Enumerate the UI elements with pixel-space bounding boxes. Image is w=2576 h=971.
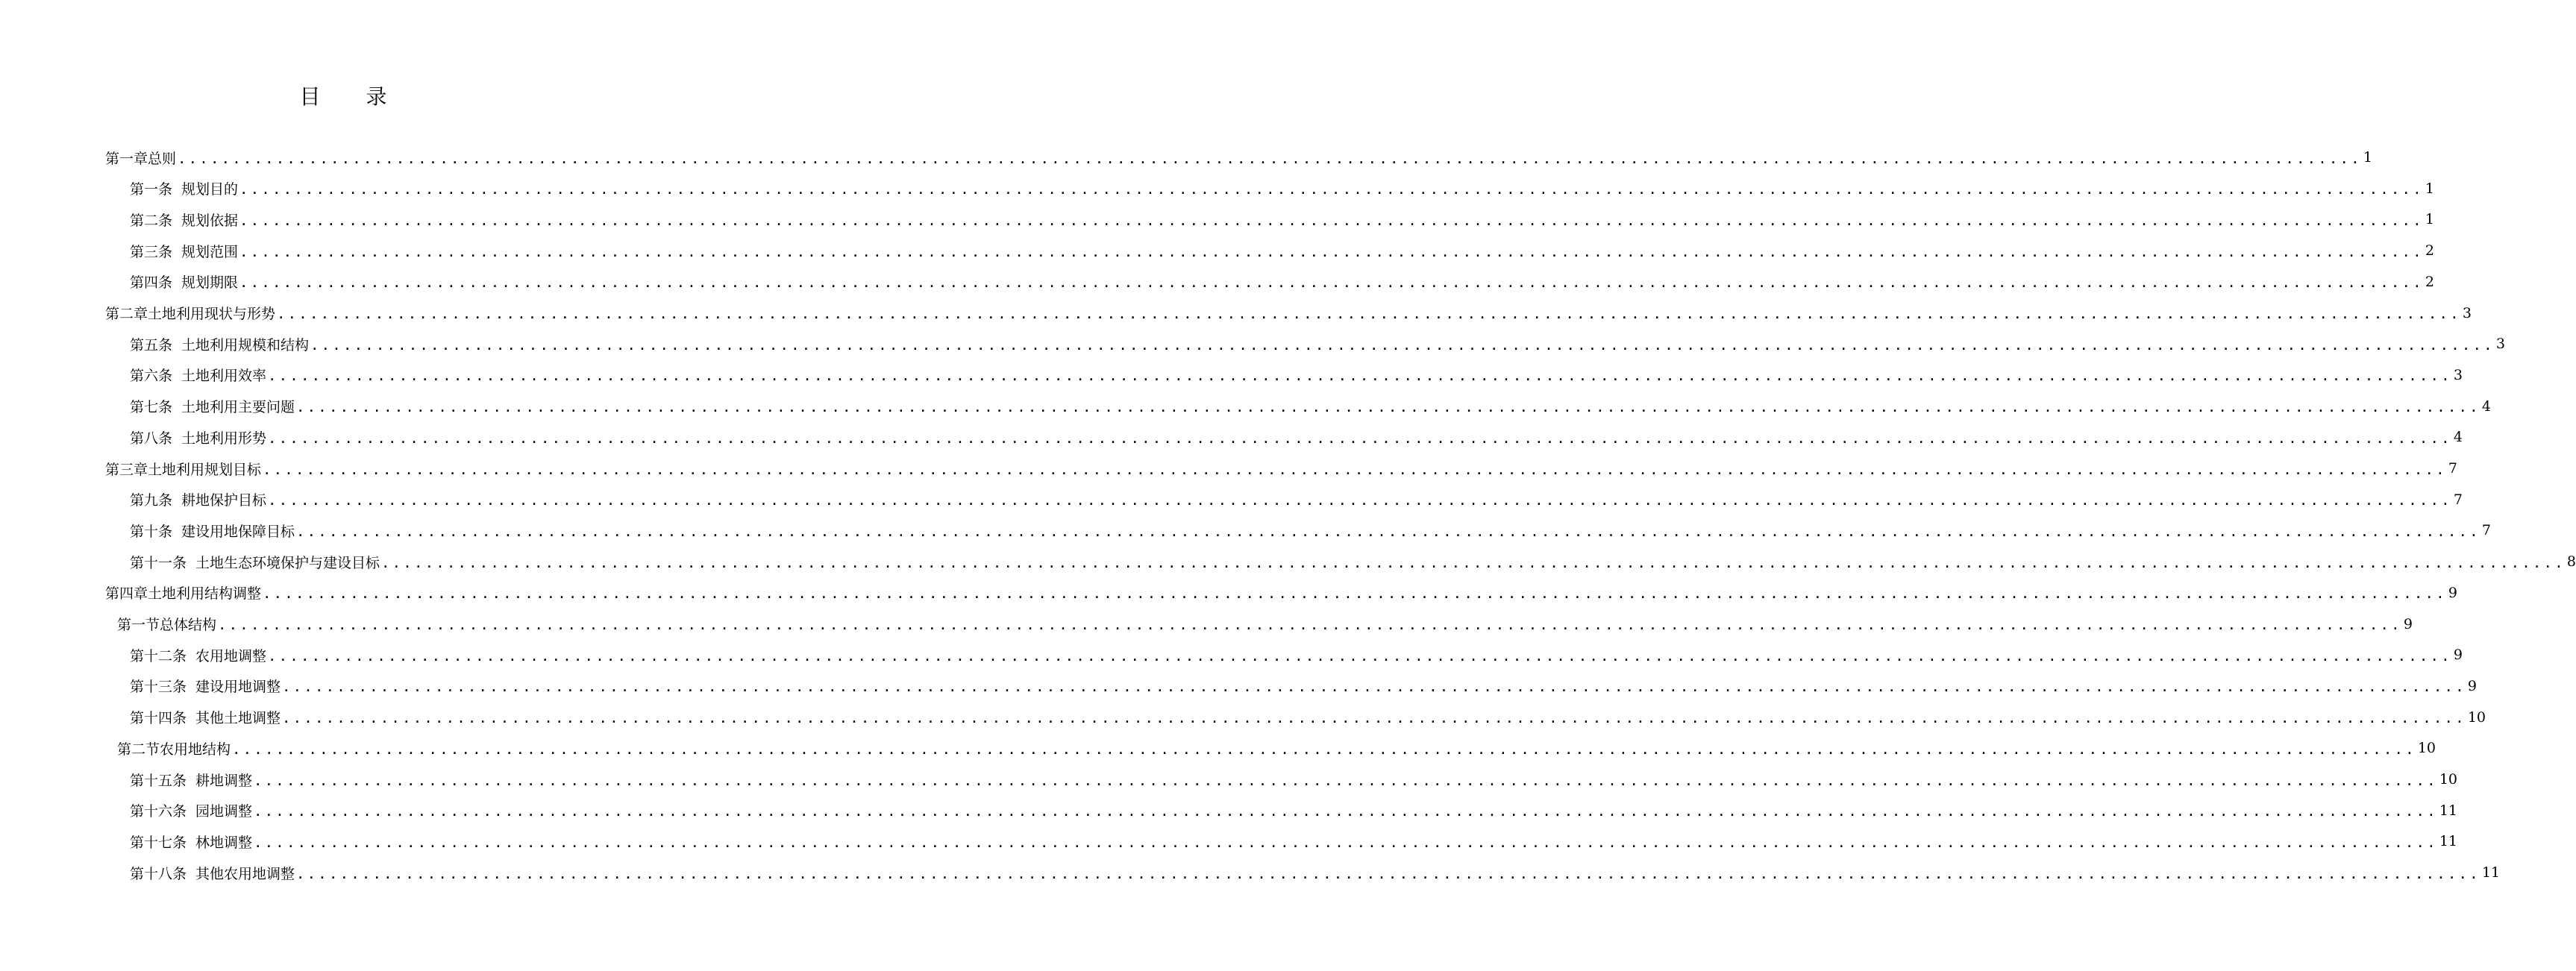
toc-page-number: 9 <box>2403 615 2413 632</box>
toc-dot-leader: ........................................................................................................................................................................................................ <box>263 585 2447 603</box>
toc-entry-number: 第八条 <box>130 430 173 447</box>
toc-entry-title: 总则 <box>148 150 177 167</box>
toc-title: 目 录 <box>299 84 407 109</box>
toc-page-number: 9 <box>2453 647 2463 664</box>
toc-entry-article[interactable] <box>130 173 2434 204</box>
toc-page-number: 1 <box>2363 149 2372 166</box>
toc-entry-title: 农用地调整 <box>195 647 267 664</box>
toc-dot-leader: ........................................................................................................................................................................................................ <box>282 710 2466 727</box>
toc-dot-leader: ........................................................................................................................................................................................................ <box>296 399 2481 416</box>
toc-dot-leader: ........................................................................................................................................................................................................ <box>178 150 2362 167</box>
toc-entry-article[interactable] <box>130 546 2576 577</box>
toc-dot-leader: ........................................................................................................................................................................................................ <box>296 523 2481 540</box>
toc-entry-title: 规划范围 <box>181 243 239 260</box>
toc-entry-article[interactable] <box>130 266 2434 298</box>
toc-entry-number: 第十六条 <box>130 803 187 820</box>
toc-entry-number: 第六条 <box>130 368 173 385</box>
toc-entry-article[interactable] <box>130 359 2463 391</box>
toc-dot-leader: ........................................................................................................................................................................................................ <box>239 212 2424 229</box>
toc-entry-number: 第五条 <box>130 336 173 353</box>
toc-entry-title: 建设用地调整 <box>195 679 281 696</box>
toc-dot-leader: ........................................................................................................................................................................................................ <box>282 679 2466 696</box>
toc-page-number: 10 <box>2467 708 2486 726</box>
toc-page-number: 7 <box>2481 522 2491 539</box>
toc-dot-leader: ........................................................................................................................................................................................................ <box>239 274 2424 292</box>
toc-entry-article[interactable] <box>130 795 2458 826</box>
toc-page-number: 1 <box>2425 180 2434 197</box>
toc-dot-leader: ........................................................................................................................................................................................................ <box>239 181 2424 198</box>
toc-entry-title: 规划依据 <box>181 212 239 229</box>
toc-entry-number: 第十二条 <box>130 647 187 664</box>
toc-entry-title: 园地调整 <box>195 803 253 820</box>
toc-dot-leader: ........................................................................................................................................................................................................ <box>268 647 2452 664</box>
toc-entry-title: 耕地保护目标 <box>181 492 267 509</box>
toc-entry-article[interactable] <box>130 764 2458 795</box>
toc-entry-number: 第四章 <box>105 585 148 603</box>
toc-entry-number: 第二节 <box>117 741 160 758</box>
toc-entry-number: 第十七条 <box>130 834 187 851</box>
toc-entry-article[interactable] <box>130 702 2486 733</box>
toc-page-number: 4 <box>2481 397 2491 415</box>
toc-entry-number: 第四条 <box>130 274 173 292</box>
toc-entry-title: 土地利用现状与形势 <box>148 306 276 322</box>
toc-entry-article[interactable] <box>130 857 2501 888</box>
toc-entry-number: 第十五条 <box>130 772 187 789</box>
toc-page-number: 2 <box>2425 273 2434 290</box>
toc-entry-chapter[interactable] <box>105 453 2457 484</box>
toc-dot-leader: ........................................................................................................................................................................................................ <box>254 834 2438 851</box>
toc-dot-leader: ........................................................................................................................................................................................................ <box>381 554 2566 571</box>
toc-page-number: 7 <box>2448 460 2457 477</box>
toc-entry-title: 土地利用形势 <box>181 430 267 447</box>
toc-entry-number: 第一章 <box>105 150 148 167</box>
toc-entry-title: 耕地调整 <box>195 772 253 789</box>
toc-entry-article[interactable] <box>130 235 2434 266</box>
toc-entry-number: 第十四条 <box>130 710 187 727</box>
toc-entry-number: 第十一条 <box>130 554 187 571</box>
toc-entry-title: 其他土地调整 <box>195 710 281 727</box>
toc-page-number: 7 <box>2453 491 2463 508</box>
toc-page-number: 4 <box>2453 429 2463 446</box>
toc-entry-article[interactable] <box>130 421 2463 453</box>
toc-dot-leader: ........................................................................................................................................................................................................ <box>296 865 2481 882</box>
toc-page-number: 9 <box>2448 584 2457 601</box>
toc-page-number: 10 <box>2439 771 2458 788</box>
toc-entry-article[interactable] <box>130 204 2434 235</box>
toc-dot-leader: ........................................................................................................................................................................................................ <box>232 741 2416 758</box>
toc-entry-title: 农用地结构 <box>160 741 231 758</box>
toc-entry-title: 土地利用规划目标 <box>148 461 262 478</box>
toc-page-number: 8 <box>2566 553 2576 571</box>
toc-entry-title: 林地调整 <box>195 834 253 851</box>
toc-page-number: 3 <box>2495 336 2505 353</box>
toc-entry-title: 总体结构 <box>160 617 217 633</box>
toc-entry-article[interactable] <box>130 515 2491 546</box>
toc-page-number: 3 <box>2453 366 2463 383</box>
toc-entry-number: 第九条 <box>130 492 173 509</box>
toc-entry-number: 第十八条 <box>130 865 187 882</box>
toc-page-number: 11 <box>2439 802 2458 819</box>
toc-page-number: 11 <box>2439 833 2458 850</box>
toc-dot-leader: ........................................................................................................................................................................................................ <box>263 461 2447 478</box>
toc-page-number: 1 <box>2425 211 2434 228</box>
toc-dot-leader: ........................................................................................................................................................................................................ <box>277 306 2461 322</box>
toc-entry-title: 建设用地保障目标 <box>181 523 295 540</box>
toc-dot-leader: ........................................................................................................................................................................................................ <box>268 492 2452 509</box>
toc-entry-title: 规划目的 <box>181 181 239 198</box>
toc-entry-number: 第十三条 <box>130 679 187 696</box>
toc-page-number: 9 <box>2467 677 2477 694</box>
toc-page-number: 2 <box>2425 242 2434 260</box>
toc-page-number: 10 <box>2417 740 2436 757</box>
toc-entry-number: 第一节 <box>117 617 160 633</box>
toc-dot-leader: ........................................................................................................................................................................................................ <box>310 336 2495 353</box>
toc-entry-article[interactable] <box>130 328 2505 359</box>
toc-entry-title: 规划期限 <box>181 274 239 292</box>
toc-entry-title: 土地生态环境保护与建设目标 <box>195 554 380 571</box>
toc-dot-leader: ........................................................................................................................................................................................................ <box>218 617 2402 633</box>
toc-entry-section[interactable] <box>117 609 2413 640</box>
toc-entry-article[interactable] <box>130 670 2477 702</box>
toc-dot-leader: ........................................................................................................................................................................................................ <box>239 243 2424 260</box>
toc-entry-article[interactable] <box>130 826 2458 857</box>
toc-entry-number: 第二条 <box>130 212 173 229</box>
toc-entry-article[interactable] <box>130 639 2463 670</box>
toc-entry-number: 第二章 <box>105 306 148 322</box>
toc-dot-leader: ........................................................................................................................................................................................................ <box>268 368 2452 385</box>
toc-entry-article[interactable] <box>130 391 2491 422</box>
toc-entry-number: 第一条 <box>130 181 173 198</box>
toc-dot-leader: ........................................................................................................................................................................................................ <box>254 803 2438 820</box>
toc-entry-title: 土地利用规模和结构 <box>181 336 310 353</box>
toc-entry-chapter[interactable] <box>105 142 2372 173</box>
toc-entry-section[interactable] <box>117 732 2436 764</box>
toc-entry-chapter[interactable] <box>105 298 2472 329</box>
toc-entry-number: 第三章 <box>105 461 148 478</box>
toc-entry-title: 土地利用结构调整 <box>148 585 262 603</box>
toc-entry-title: 土地利用主要问题 <box>181 399 295 416</box>
toc-entry-article[interactable] <box>130 484 2463 515</box>
toc-entry-number: 第七条 <box>130 399 173 416</box>
toc-entry-chapter[interactable] <box>105 577 2457 609</box>
toc-dot-leader: ........................................................................................................................................................................................................ <box>254 772 2438 789</box>
toc-entry-title: 土地利用效率 <box>181 368 267 385</box>
toc-dot-leader: ........................................................................................................................................................................................................ <box>268 430 2452 447</box>
toc-entry-number: 第三条 <box>130 243 173 260</box>
toc-page-number: 11 <box>2481 864 2501 882</box>
toc-page-number: 3 <box>2462 304 2472 321</box>
toc-entry-title: 其他农用地调整 <box>195 865 295 882</box>
toc-entry-number: 第十条 <box>130 523 173 540</box>
